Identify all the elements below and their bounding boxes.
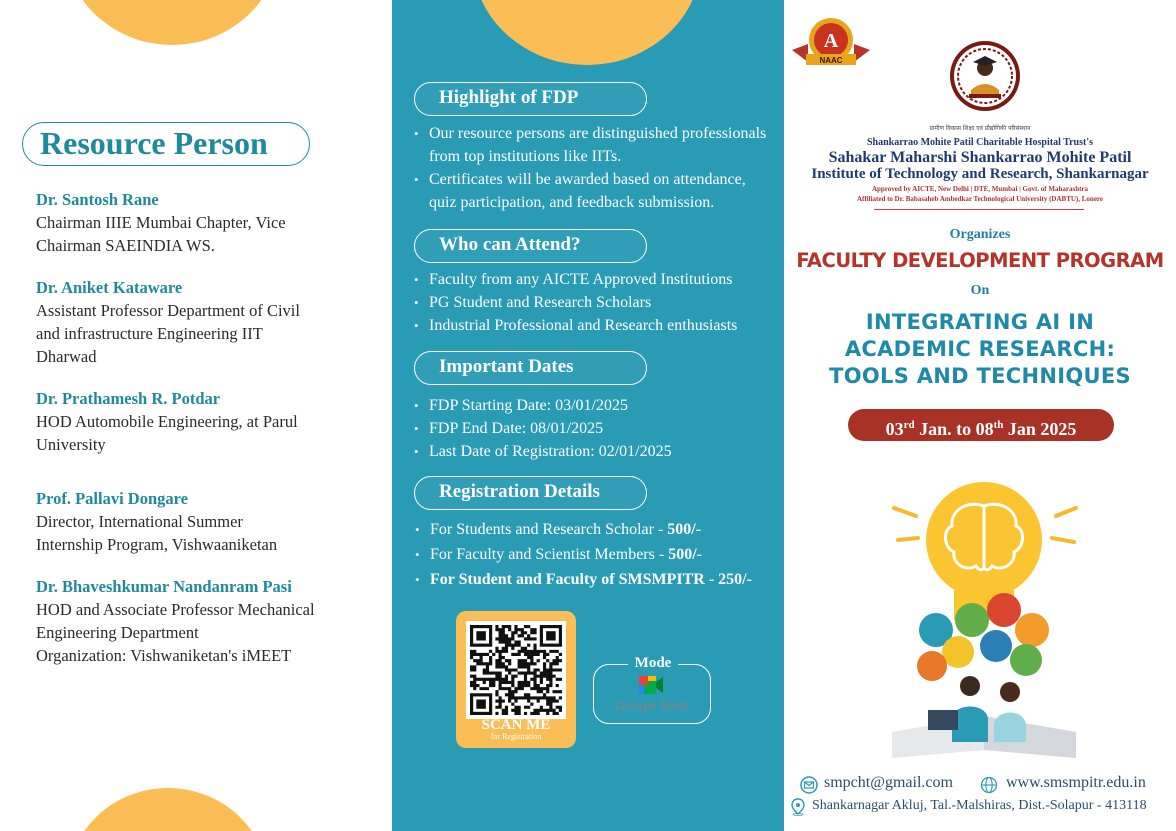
topic-line: ACADEMIC RESEARCH:	[844, 337, 1116, 361]
fee-label: For Students and Research Scholar -	[430, 521, 668, 538]
approval-text: Approved by AICTE, New Delhi | DTE, Mumbai | Govt. of Maharashtra	[871, 185, 1089, 193]
list-item	[415, 542, 775, 567]
fee-amount: 500/-	[667, 521, 702, 538]
fee-label: For Faculty and Scientist Members -	[430, 546, 669, 563]
who-can-attend-heading: Who can Attend?	[414, 229, 647, 263]
person-desc: HOD and Associate Professor Mechanical Engineering Department Organization: Vishwaniketan's iMEET	[36, 600, 315, 665]
person-1	[36, 189, 366, 257]
organizes-label: Organizes	[949, 227, 1011, 242]
details-panel	[392, 0, 784, 831]
address-text: Shankarnagar Akluj, Tal.-Malshiras, Dist.-Solapur - 413118	[812, 798, 1147, 813]
list-item: • FDP End Date: 08/01/2025	[414, 417, 774, 440]
date-suffix: rd	[903, 419, 915, 431]
naac-badge	[790, 14, 872, 70]
decorative-circle-top	[472, 0, 702, 65]
hindi-motto: ग्रामीण विकास शिक्षा एवं प्रौद्योगिकी परिसंस्थान	[929, 125, 1031, 132]
date-part: 03	[885, 419, 904, 439]
email-icon	[800, 776, 818, 794]
person-name: Dr. Santosh Rane	[36, 190, 159, 209]
list-item: • Our resource persons are distinguished professionals from top institutions like IITs.	[414, 122, 774, 168]
topic-line: INTEGRATING AI IN	[865, 310, 1095, 334]
list-item: • Last Date of Registration: 02/01/2025	[414, 440, 774, 463]
fee-amount: 250/-	[718, 571, 752, 588]
person-3	[36, 388, 366, 456]
person-4	[36, 488, 366, 556]
email-link[interactable]: smpcht@gmail.com	[824, 774, 953, 791]
list-item: • Industrial Professional and Research enthusiasts	[414, 314, 774, 337]
scan-me-label: SCAN ME	[481, 717, 551, 733]
registration-heading: Registration Details	[414, 476, 647, 510]
topic-line: TOOLS AND TECHNIQUES	[829, 364, 1131, 388]
registration-list	[415, 517, 775, 592]
fee-label: For Student and Faculty of SMSMPITR -	[430, 571, 719, 588]
program-title: FACULTY DEVELOPMENT PROGRAM	[796, 249, 1164, 272]
on-label: On	[970, 283, 990, 298]
list-item: • Certificates will be awarded based on attendance, quiz participation, and feedback submission.	[414, 168, 774, 214]
topic-title	[784, 309, 1176, 390]
person-name: Dr. Bhaveshkumar Nandanram Pasi	[36, 577, 292, 596]
person-5	[36, 576, 366, 667]
naac-grade: A	[823, 30, 839, 52]
list-item: • Faculty from any AICTE Approved Institutions	[414, 268, 774, 291]
person-name: Dr. Aniket Kataware	[36, 278, 183, 297]
person-desc: Chairman IIIE Mumbai Chapter, Vice Chairman SAEINDIA WS.	[36, 213, 286, 255]
divider	[874, 209, 1084, 210]
resource-person-panel	[0, 0, 392, 831]
attend-list	[414, 268, 774, 337]
ai-research-illustration	[892, 480, 1078, 760]
person-2	[36, 277, 366, 368]
highlight-heading: Highlight of FDP	[414, 82, 647, 116]
date-suffix: th	[993, 419, 1004, 431]
list-item	[415, 567, 775, 592]
person-desc: Assistant Professor Department of Civil and infrastructure Engineering IIT Dharwad	[36, 301, 300, 366]
person-name: Prof. Pallavi Dongare	[36, 489, 188, 508]
person-name: Dr. Prathamesh R. Potdar	[36, 389, 221, 408]
scan-sub-label: for Registration	[490, 732, 542, 741]
globe-icon	[980, 776, 998, 794]
date-range-badge	[848, 409, 1114, 441]
resource-person-heading: Resource Person	[22, 122, 310, 166]
google-meet-label: Google Meet	[614, 698, 690, 713]
list-item: • PG Student and Research Scholars	[414, 291, 774, 314]
institute-name-line1: Sahakar Maharshi Shankarrao Mohite Patil	[828, 149, 1132, 166]
google-meet-icon	[638, 674, 664, 696]
institute-logo	[949, 38, 1021, 116]
program-panel	[784, 0, 1176, 831]
mode-label: Mode	[628, 653, 678, 673]
affiliation-text: Affiliated to Dr. Babasaheb Ambedkar Technological University (DABTU), Lonere	[856, 195, 1104, 203]
institute-name-line2: Institute of Technology and Research, Shankarnagar	[811, 166, 1149, 182]
fee-amount: 500/-	[668, 546, 702, 563]
person-desc: Director, International Summer Internship Program, Vishwaaniketan	[36, 512, 278, 554]
qr-code-icon	[470, 625, 562, 715]
highlight-list	[414, 122, 774, 214]
website-link[interactable]: www.smsmpitr.edu.in	[1006, 774, 1146, 791]
important-dates-heading: Important Dates	[414, 351, 647, 385]
date-part: Jan. to 08	[914, 419, 994, 439]
date-part: Jan 2025	[1003, 419, 1077, 439]
naac-text: NAAC	[819, 56, 843, 65]
person-desc: HOD Automobile Engineering, at Parul University	[36, 412, 298, 454]
list-item	[415, 517, 775, 542]
location-pin-icon	[790, 798, 806, 816]
decorative-circle-bottom	[68, 788, 268, 831]
registration-qr-card[interactable]	[456, 611, 576, 748]
qr-code[interactable]	[466, 621, 566, 719]
decorative-circle-top	[62, 0, 282, 45]
dates-list	[414, 394, 774, 463]
trust-name: Shankarrao Mohite Patil Charitable Hospital Trust's	[866, 137, 1094, 148]
list-item: • FDP Starting Date: 03/01/2025	[414, 394, 774, 417]
